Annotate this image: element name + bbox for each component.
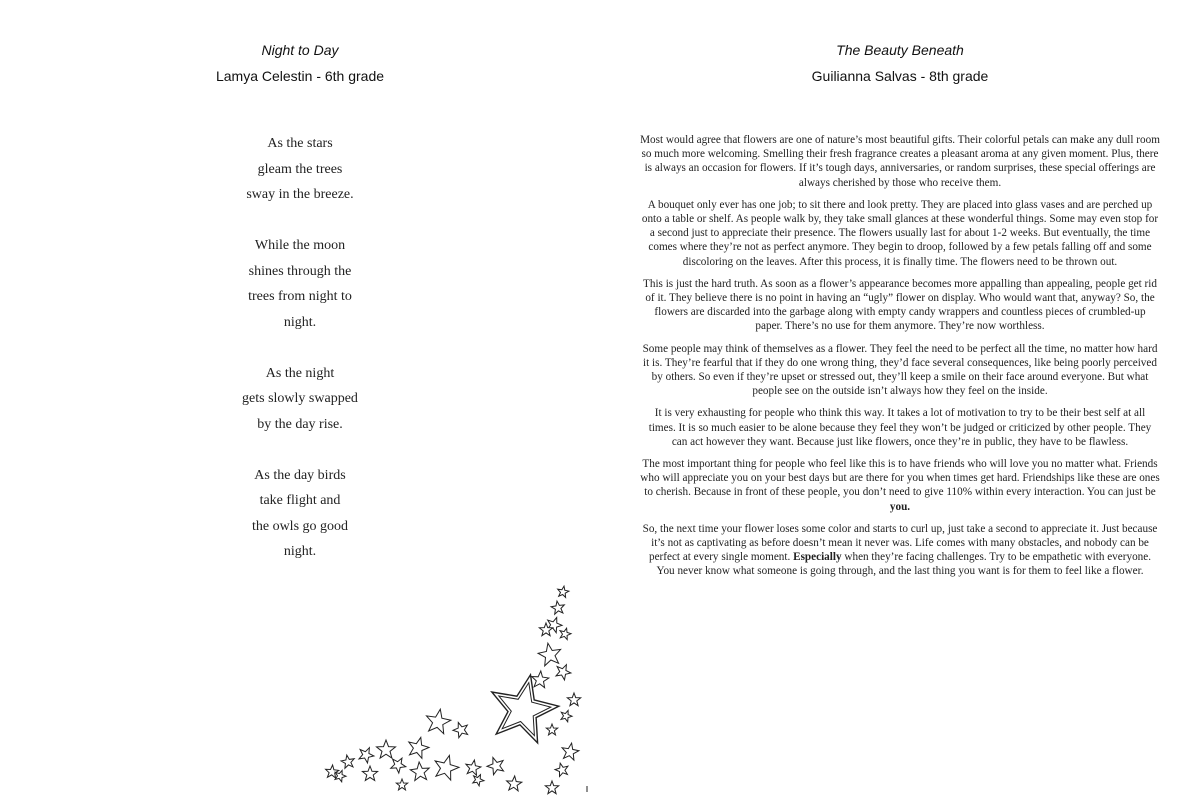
star-icon — [555, 763, 568, 776]
poem-line: As the day birds — [254, 467, 346, 483]
poem-line: take flight and — [259, 493, 341, 508]
star-icon — [410, 762, 429, 781]
star-icon — [409, 737, 429, 758]
star-icon — [396, 779, 407, 790]
star-icon — [473, 775, 484, 786]
star-icon — [341, 755, 354, 768]
star-icon — [359, 748, 374, 763]
essay-paragraph: Most would agree that flowers are one of nature’s most beautiful gifts. Their colorful petals can make any dull room so much more welcoming. Smelling their fresh fragrance creates a pleasant aroma at any given moment. Plus, there is always an occasion for flowers. If it’s tough days, anniversaries, or random surprises, these special offerings are always cherished by those who receive them. — [640, 134, 1160, 189]
essay-paragraph: A bouquet only ever has one job; to sit there and look pretty. They are placed into glass vases and are perched up onto a table or shelf. As people walk by, they take small glances at these wonderful things. Some may even stop for a second just to appreciate their presence. The flowers usually last for about 1-2 weeks. But eventually, the time comes where they’re not as perfect anymore. They begin to droop, followed by a few petals falling off and some discoloring on the leaves. After this process, it is finally time. The flowers need to be thrown out. — [641, 198, 1159, 268]
poem-stanza — [150, 233, 450, 335]
poem-stanza — [150, 361, 450, 438]
poem-line: As the stars — [267, 136, 333, 151]
essay-bold-text: you. — [889, 500, 911, 513]
star-icon — [377, 740, 396, 758]
star-icon — [466, 760, 481, 775]
star-icon — [562, 743, 579, 760]
star-icon — [435, 755, 459, 780]
poem-line: night. — [283, 544, 317, 559]
poem-line: by the day rise. — [257, 416, 343, 432]
essay-paragraph — [640, 457, 1160, 514]
essay-text: So, the next time your flower loses some color and starts to curl up, just take a second to appreciate it. Just because it’s not as captivating as before doesn’t mean it never was. Life comes with many obstacles, and nobody can be perfect at every single moment. — [642, 522, 1158, 564]
poem-stanza — [150, 131, 450, 208]
poem-line: gets slowly swapped — [242, 391, 358, 406]
essay-author: Guilianna Salvas - 8th grade — [811, 68, 989, 84]
essay-text: when they’re facing challenges. Try to be empathetic with everyone. You never know what someone is going through, and the last thing you want is for them to feel like a flower. — [656, 551, 1152, 578]
star-icon — [538, 643, 561, 666]
star-icon — [545, 781, 558, 794]
poem-line: While the moon — [254, 238, 346, 253]
star-icon — [391, 758, 406, 773]
essay-paragraph — [640, 522, 1160, 579]
star-icon — [362, 766, 377, 781]
stars-illustration — [318, 580, 593, 795]
star-icon — [561, 710, 572, 721]
star-icon — [551, 601, 564, 614]
poem-stanza — [150, 463, 450, 565]
poem-author: Lamya Celestin - 6th grade — [215, 68, 385, 84]
star-icon — [507, 776, 522, 791]
poem-line: the owls go good — [251, 518, 349, 534]
essay-paragraph: This is just the hard truth. As soon as a flower’s appearance becomes more appalling than appealing, people get rid of it. They believe there is no point in having an “ugly” flower on display. Who would want that, anyway? So, the flowers are discarded into the garbage along with empty candy wrappers and countless pieces of crumbled-up paper. There’s no use for them anymore. They’re now worthless. — [643, 277, 1157, 333]
essay-title: The Beauty Beneath — [836, 42, 964, 58]
star-icon — [453, 723, 468, 738]
star-icon — [567, 693, 580, 706]
essay-body — [640, 133, 1160, 587]
poem-line: sway in the breeze. — [246, 187, 354, 202]
poem-line: As the night — [265, 365, 335, 381]
poem-line: trees from night to — [248, 289, 352, 304]
essay-text: The most important thing for people who feel like this is to have friends who will love you no matter what. Friends who will appreciate you on your best days but are there for you when times get hard. Friendships like these are ones to cherish. Because in front of these people, you don’t need to give 110% within every interaction. You can just be — [640, 458, 1160, 499]
essay-paragraph: It is very exhausting for people who think this way. It takes a lot of motivation to try to be their best self at all times. It is so much easier to be alone because they feel they won’t be judged or criticized by other people. They can act however they want. Because just like flowers, once they’re in public, they have to be flawless. — [648, 407, 1152, 448]
star-icon — [546, 724, 557, 735]
poem-line: gleam the trees — [257, 161, 343, 177]
star-icon — [427, 709, 451, 734]
star-icon — [556, 665, 571, 680]
right-page — [600, 0, 1200, 800]
essay-bold-text: Especially — [793, 551, 842, 564]
star-icon — [532, 671, 549, 688]
poem-body — [150, 131, 450, 590]
poem-line: night. — [283, 314, 317, 330]
star-icon — [560, 628, 571, 639]
poem-title: Night to Day — [261, 42, 339, 58]
poem-line: shines through the — [248, 263, 352, 279]
essay-paragraph: Some people may think of themselves as a flower. They feel the need to be perfect all the time, no matter how hard it is. They’re fearful that if they do one wrong thing, they’d face several consequences, like being poorly perceived by others. So even if they’re upset or stressed out, they’ll keep a smile on their face around everyone. But what people see on the outside isn’t always how they feel on the inside. — [642, 342, 1158, 398]
star-icon — [558, 586, 569, 597]
star-icon — [487, 758, 504, 775]
